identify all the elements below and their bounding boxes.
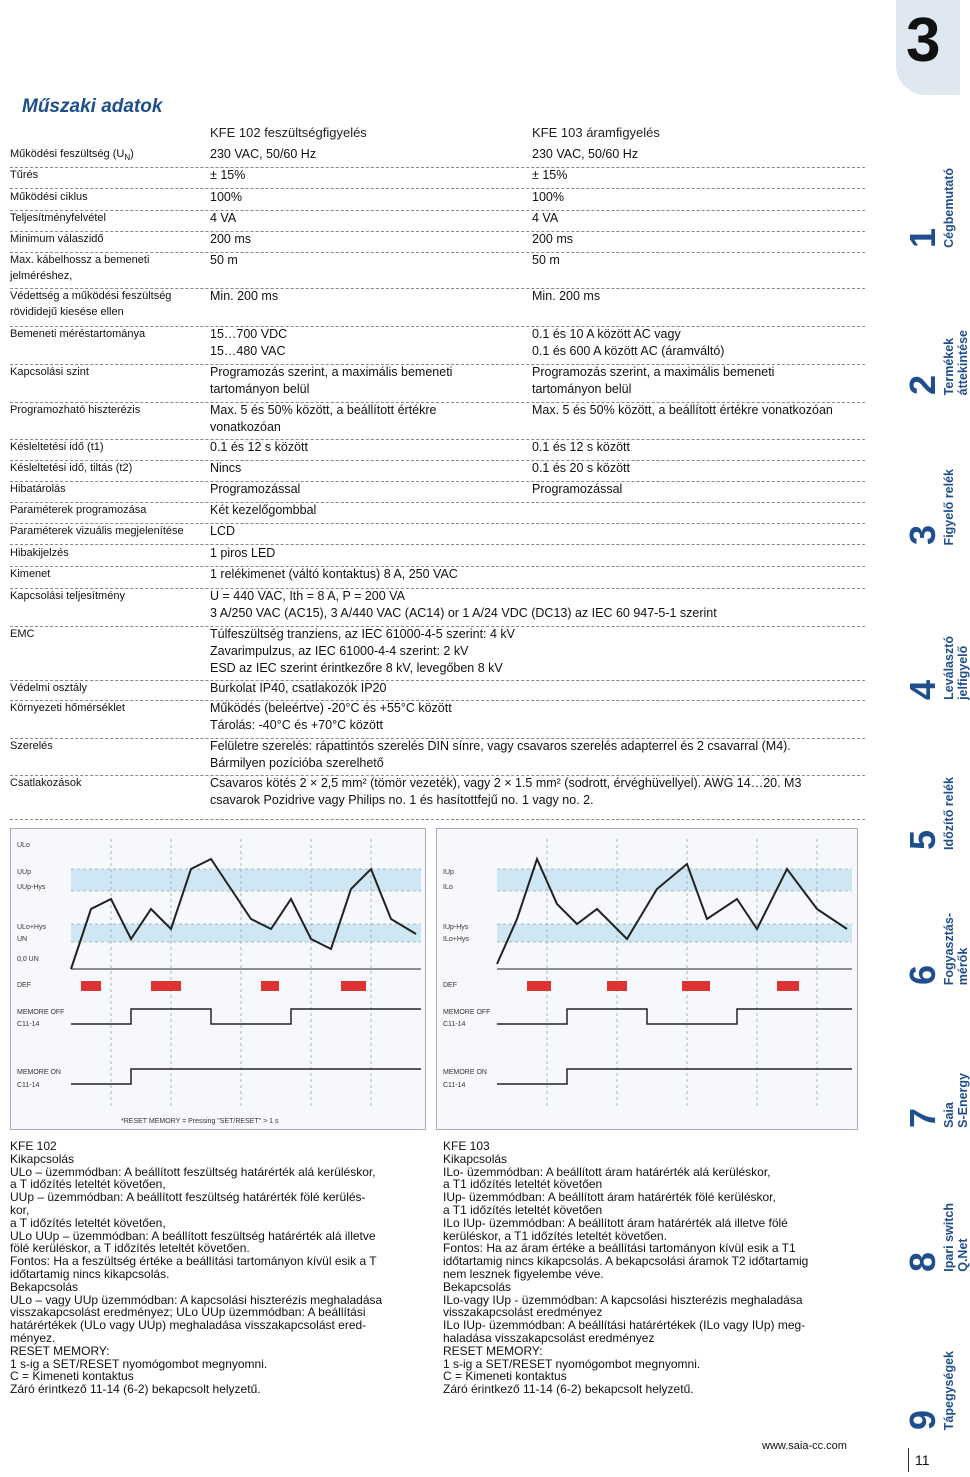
- spec-label: EMC: [10, 628, 35, 640]
- spec-value-kfe103: 0.1 és 12 s között: [532, 440, 630, 454]
- note-line: Fontos: Ha a feszültség értéke a beállítási tartományon kívül esik a T: [10, 1254, 377, 1269]
- diagram-label: ULo: [17, 842, 30, 849]
- note-line: a T1 időzítés leteltét követően: [443, 1202, 603, 1217]
- spec-value-kfe102: 200 ms: [210, 232, 251, 246]
- spec-row: [10, 523, 865, 545]
- note-line: visszakapcsolást eredményez: [443, 1305, 603, 1320]
- diagram-label: MEMORE OFF: [443, 1009, 491, 1016]
- spec-label: Szerelés: [10, 740, 53, 752]
- sidebar-section[interactable]: [902, 1290, 958, 1430]
- note-line: 1 s-ig a SET/RESET nyomógombot megnyomni.: [10, 1356, 268, 1371]
- spec-row: [10, 210, 865, 232]
- spec-row: [10, 167, 865, 189]
- section-name: Cégbemutató: [942, 168, 956, 248]
- page-number: 11: [908, 1448, 930, 1472]
- section-number: 8: [902, 1251, 943, 1272]
- spec-value-kfe102: Max. 5 és 50% között, a beállított értékre vonatkozóan: [210, 403, 437, 434]
- chapter-tab: [896, 0, 960, 95]
- spec-value-kfe103: 0.1 és 10 A között AC vagy 0.1 és 600 A között AC (áramváltó): [532, 327, 725, 358]
- spec-label: Környezeti hőmérséklet: [10, 702, 125, 714]
- spec-row: [10, 231, 865, 253]
- diagram-label: UN: [17, 936, 28, 943]
- section-number: 3: [902, 524, 943, 545]
- section-number: 9: [902, 1409, 943, 1430]
- spec-label: Hibakijelzés: [10, 547, 69, 559]
- spec-value-kfe102: Programozás szerint, a maximális bemeneti tartományon belül: [210, 365, 453, 396]
- note-line: a T időzítés leteltét követően,: [10, 1177, 166, 1192]
- spec-row: [10, 439, 865, 461]
- diagram-label: DEF: [17, 982, 31, 989]
- diagram-label: MEMORE ON: [443, 1069, 487, 1076]
- section-number: 2: [902, 374, 943, 395]
- section-name: Fogyasztás- mérők: [942, 912, 970, 985]
- spec-value-kfe102: 4 VA: [210, 211, 237, 225]
- spec-value-kfe102: LCD: [210, 524, 236, 538]
- spec-value-kfe102: 100%: [210, 190, 242, 204]
- section-number: 5: [902, 829, 943, 850]
- diagram-label: UUp-Hys: [17, 884, 46, 891]
- note-line: ULo UUp – üzemmódban: A beállított feszültség határérték alá illetve: [10, 1228, 376, 1243]
- diagram-label: C11-14: [17, 1021, 40, 1028]
- spec-label: Tűrés: [10, 169, 39, 181]
- note-line: ILo- üzemmódban: A beállított áram határérték alá kerüléskor,: [443, 1164, 771, 1179]
- spec-value-kfe103: 230 VAC, 50/60 Hz: [532, 147, 639, 161]
- note-line: Fontos: Ha az áram értéke a beállítási tartományon kívül esik a T1: [443, 1241, 796, 1256]
- spec-value-kfe102: 0.1 és 12 s között: [210, 440, 308, 454]
- note-line: IUp- üzemmódban: A beállított áram határérték fölé kerüléskor,: [443, 1190, 776, 1205]
- column-header-kfe102: KFE 102 feszültségfigyelés: [210, 125, 367, 140]
- note-line: a T1 időzítés leteltét követően: [443, 1177, 603, 1192]
- spec-row: [10, 775, 865, 820]
- note-line: KFE 103: [443, 1139, 490, 1153]
- spec-value-kfe103: 100%: [532, 190, 564, 204]
- section-number: 6: [902, 964, 943, 985]
- note-line: KFE 102: [10, 1139, 57, 1153]
- diagram-label: MEMORE ON: [17, 1069, 61, 1076]
- diagram-label: DEF: [443, 982, 457, 989]
- diagram-label: 0,0 UN: [17, 956, 39, 963]
- note-line: a T időzítés leteltét követően,: [10, 1215, 166, 1230]
- note-line: Bekapcsolás: [443, 1279, 512, 1294]
- spec-value-kfe103: Max. 5 és 50% között, a beállított értékre vonatkozóan: [532, 403, 833, 417]
- section-name: Ipari switch Q.Net: [942, 1203, 970, 1272]
- spec-value: Túlfeszültség tranziens, az IEC 61000-4-5 szerint: 4 kV Zavarimpulzus, az IEC 61000-4-4 szerint: 2 kV ESD az IEC szerint érintkezőre 8 kV, levegőben 8 kV: [210, 627, 516, 675]
- diagram-footer: *RESET MEMORY = Pressing "SET/RESET" > 1 s: [121, 1118, 279, 1125]
- sidebar-section[interactable]: [902, 405, 958, 545]
- notes-kfe102: [10, 1140, 430, 1396]
- note-line: 1 s-ig a SET/RESET nyomógombot megnyomni.: [443, 1356, 701, 1371]
- spec-label: Kapcsolási szint: [10, 366, 89, 378]
- spec-row: [10, 481, 865, 503]
- spec-row: [10, 588, 865, 627]
- note-line: időtartamig nincs kikapcsolás. A bekapcsolási áramok T2 időtartamig: [443, 1254, 809, 1269]
- note-line: fölé kerüléskor, a T időzítés leteltét követően.: [10, 1241, 250, 1256]
- spec-row: [10, 680, 865, 701]
- spec-label: Hibatárolás: [10, 483, 66, 495]
- spec-value-kfe102: Min. 200 ms: [210, 289, 279, 303]
- timing-diagram-kfe103: [436, 828, 858, 1130]
- spec-row: [10, 460, 865, 482]
- sidebar-section[interactable]: [902, 710, 958, 850]
- note-line: ményez.: [10, 1330, 56, 1345]
- spec-label: Minimum válaszidő: [10, 233, 104, 245]
- spec-row: [10, 566, 865, 589]
- note-line: nem lesznek figyelembe véve.: [443, 1266, 604, 1281]
- spec-value-kfe102: Két kezelőgombbal: [210, 503, 317, 517]
- note-line: C = Kimeneti kontaktus: [10, 1369, 134, 1384]
- spec-value-kfe102: ± 15%: [210, 168, 246, 182]
- spec-row: [10, 545, 865, 567]
- spec-label: Programozható hiszterézis: [10, 404, 141, 416]
- diagram-label: IUp-Hys: [443, 924, 469, 931]
- spec-value: Burkolat IP40, csatlakozók IP20: [210, 681, 387, 695]
- spec-value-kfe103: 0.1 és 20 s között: [532, 461, 630, 475]
- diagram-label: UUp: [17, 869, 32, 876]
- column-header-kfe103: KFE 103 áramfigyelés: [532, 125, 660, 140]
- spec-value-kfe102: 1 piros LED: [210, 546, 276, 560]
- note-line: RESET MEMORY:: [10, 1343, 110, 1358]
- spec-row: [10, 288, 865, 327]
- section-number: 1: [902, 227, 943, 248]
- note-line: ILo IUp- üzemmódban: A beállítási határértékek (ILo vagy IUp) meg-: [443, 1318, 806, 1333]
- section-name: Időzítő relék: [942, 777, 956, 850]
- spec-row: [10, 626, 865, 681]
- website-url[interactable]: www.saia-cc.com: [762, 1440, 847, 1452]
- spec-label: Kimenet: [10, 568, 51, 580]
- spec-label: Paraméterek vizuális megjelenítése: [10, 525, 184, 537]
- chapter-sidebar: [896, 0, 970, 1477]
- spec-row: [10, 502, 865, 524]
- sidebar-section[interactable]: [902, 988, 970, 1128]
- note-line: Kikapcsolás: [10, 1151, 75, 1166]
- spec-row: [10, 189, 865, 211]
- diagram-label: IUp: [443, 869, 454, 876]
- note-line: UUp – üzemmódban: A beállított feszültség határérték fölé kerülés-: [10, 1190, 366, 1205]
- diagram-label: ILo+Hys: [443, 936, 469, 943]
- spec-value: Csavaros kötés 2 × 2,5 mm² (tömör vezeték), vagy 2 × 1.5 mm² (sodrott, érvéghüvellyel). AWG 14…20. M3 csavarok Pozidrive vagy Philips no. 1 és hasítottfejű no. 1 vagy no. 2.: [210, 776, 802, 807]
- chapter-number: 3: [906, 6, 941, 75]
- spec-value-kfe103: 50 m: [532, 253, 560, 267]
- spec-label: Kapcsolási teljesítmény: [10, 590, 125, 602]
- spec-label: Késleltetési idő, tiltás (t2): [10, 462, 133, 474]
- note-line: ULo – üzemmódban: A beállított feszültség határérték alá kerüléskor,: [10, 1164, 376, 1179]
- spec-value: Működés (beleértve) -20°C és +55°C között Tárolás: -40°C és +70°C között: [210, 701, 452, 732]
- note-line: kor,: [10, 1202, 30, 1217]
- spec-label: Késleltetési idő (t1): [10, 441, 104, 453]
- note-line: ILo-vagy IUp - üzemmódban: A kapcsolási hiszterézis meghaladása: [443, 1292, 803, 1307]
- section-name: Figyelő relék: [942, 468, 956, 545]
- spec-label: Bemeneti méréstartománya: [10, 328, 146, 340]
- note-line: Bekapcsolás: [10, 1279, 79, 1294]
- spec-label: Max. kábelhossz a bemeneti jelméréshez,: [10, 254, 150, 282]
- section-number: 7: [902, 1107, 943, 1128]
- spec-label: Működési feszültség $(U_N)$: [10, 148, 134, 163]
- diagram-label: ILo: [443, 884, 453, 891]
- spec-label: Teljesítményfelvétel: [10, 212, 106, 224]
- page-title: Műszaki adatok: [22, 96, 163, 117]
- section-name: Tápegységek: [942, 1350, 956, 1430]
- spec-label: Védelmi osztály: [10, 682, 88, 694]
- note-line: RESET MEMORY:: [443, 1343, 543, 1358]
- note-line: haladása visszakapcsolást eredményez: [443, 1330, 655, 1345]
- note-line: ULo – vagy UUp üzemmódban: A kapcsolási hiszterézis meghaladása: [10, 1292, 383, 1307]
- diagram-label: MEMORE OFF: [17, 1009, 65, 1016]
- spec-value-kfe103: ± 15%: [532, 168, 568, 182]
- note-line: Záró érintkező 11-14 (6-2) bekapcsolt helyzetű.: [10, 1382, 261, 1397]
- sidebar-section[interactable]: [902, 560, 970, 700]
- note-line: Záró érintkező 11-14 (6-2) bekapcsolt helyzetű.: [443, 1382, 694, 1397]
- spec-row: [10, 738, 865, 776]
- note-line: időtartamig nincs kikapcsolás.: [10, 1266, 170, 1281]
- spec-row: [10, 326, 865, 365]
- spec-value-kfe102: 230 VAC, 50/60 Hz: [210, 147, 317, 161]
- timing-diagram-kfe102: [10, 828, 426, 1130]
- sidebar-section[interactable]: [902, 108, 958, 248]
- section-name: Leválasztó jelfigyelő: [942, 636, 970, 700]
- spec-row: [10, 252, 865, 289]
- spec-row: [10, 402, 865, 440]
- note-line: visszakapcsolást eredményez; ULo UUp üzemmódban: A beállítási: [10, 1305, 366, 1320]
- spec-value-kfe103: 4 VA: [532, 211, 559, 225]
- section-number: 4: [902, 679, 943, 700]
- spec-value-kfe102: Programozással: [210, 482, 301, 496]
- sidebar-section[interactable]: [902, 1132, 970, 1272]
- sidebar-section[interactable]: [902, 255, 970, 395]
- note-line: C = Kimeneti kontaktus: [443, 1369, 567, 1384]
- spec-value-kfe103: Programozás szerint, a maximális bemeneti tartományon belül: [532, 365, 775, 396]
- spec-row: [10, 146, 865, 168]
- spec-value-kfe102: Nincs: [210, 461, 242, 475]
- spec-value: U = 440 VAC, Ith = 8 A, P = 200 VA 3 A/250 VAC (AC15), 3 A/440 VAC (AC14) or 1 A/24 VDC (DC13) az IEC 60 947-5-1 szerint: [210, 589, 717, 620]
- diagram-label: C11-14: [443, 1021, 466, 1028]
- note-line: kerüléskor, a T1 időzítés leteltét követően.: [443, 1228, 667, 1243]
- spec-label: Védettség a működési feszültség rövididejű kiesése ellen: [10, 290, 172, 318]
- spec-row: [10, 700, 865, 739]
- spec-value-kfe102: 15…700 VDC 15…480 VAC: [210, 327, 288, 358]
- notes-kfe103: [443, 1140, 863, 1396]
- spec-row: [10, 364, 865, 403]
- spec-value-kfe103: Min. 200 ms: [532, 289, 601, 303]
- note-line: ILo IUp- üzemmódban: A beállított áram határérték alá illetve fölé: [443, 1215, 788, 1230]
- section-name: Saia S-Energy: [942, 1073, 970, 1128]
- spec-value: Felületre szerelés: rápattintós szerelés DIN sínre, vagy csavaros szerelés adapterrel és 2 csavarral (M4). Bármilyen pozícióba szerelhető: [210, 739, 791, 770]
- spec-label: Csatlakozások: [10, 777, 82, 789]
- spec-value-kfe102: 1 relékimenet (váltó kontaktus) 8 A, 250 VAC: [210, 567, 458, 581]
- spec-label: Paraméterek programozása: [10, 504, 147, 516]
- diagram-label: C11-14: [443, 1082, 466, 1089]
- diagram-label: C11-14: [17, 1082, 40, 1089]
- spec-value-kfe103: Programozással: [532, 482, 623, 496]
- section-name: Termékek áttekintése: [942, 329, 970, 395]
- diagram-label: ULo+Hys: [17, 924, 46, 931]
- spec-value-kfe103: 200 ms: [532, 232, 573, 246]
- note-line: Kikapcsolás: [443, 1151, 508, 1166]
- spec-value-kfe102: 50 m: [210, 253, 238, 267]
- sidebar-section[interactable]: [902, 845, 970, 985]
- note-line: határértékek (ULo vagy UUp) meghaladása visszakapcsolást ered-: [10, 1318, 367, 1333]
- spec-label: Működési ciklus: [10, 191, 88, 203]
